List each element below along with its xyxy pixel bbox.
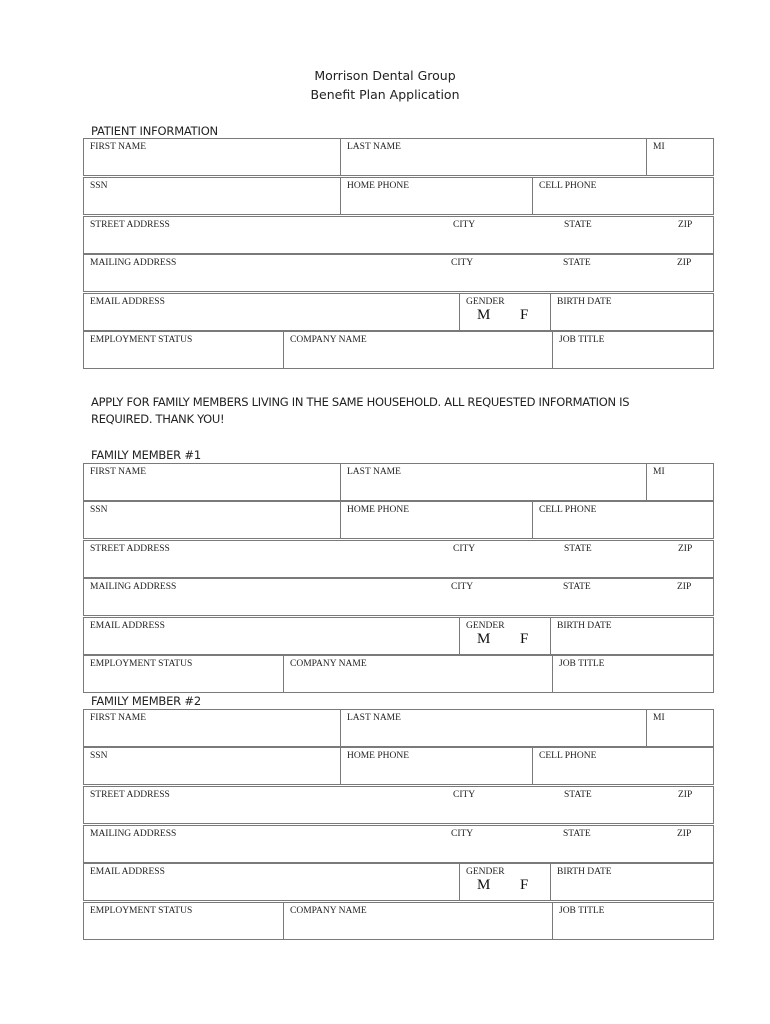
- ssn-label: SSN: [90, 181, 108, 191]
- cell-phone-field[interactable]: [532, 502, 713, 538]
- ssn-label: SSN: [90, 751, 108, 761]
- ssn-label: SSN: [90, 505, 108, 515]
- first-name-label: FIRST NAME: [90, 467, 147, 477]
- mailing-address-field[interactable]: [83, 254, 714, 292]
- company-name-label: COMPANY NAME: [290, 335, 367, 345]
- email-row: [83, 293, 714, 331]
- first-name-field[interactable]: [84, 710, 340, 746]
- last-name-field[interactable]: [340, 139, 646, 175]
- gender-field[interactable]: [459, 864, 550, 900]
- cell-phone-label: CELL PHONE: [539, 751, 597, 761]
- phone-row: [83, 501, 714, 539]
- mi-label: MI: [653, 713, 665, 723]
- last-name-field[interactable]: [340, 464, 646, 500]
- zip-label: ZIP: [678, 790, 693, 800]
- street-address-label: STREET ADDRESS: [90, 790, 170, 800]
- employment-status-field[interactable]: [84, 332, 283, 368]
- home-phone-label: HOME PHONE: [347, 751, 410, 761]
- gender-label: GENDER: [466, 867, 505, 877]
- employment-status-field[interactable]: [84, 903, 283, 939]
- home-phone-field[interactable]: [340, 178, 532, 214]
- cell-phone-field[interactable]: [532, 748, 713, 784]
- mailing-address-label: MAILING ADDRESS: [90, 258, 177, 268]
- state-label: STATE: [563, 829, 591, 839]
- company-name-field[interactable]: [283, 656, 552, 692]
- city-label: CITY: [453, 220, 476, 230]
- job-title-label: JOB TITLE: [559, 906, 605, 916]
- section-heading-patient: PATIENT INFORMATION: [91, 124, 218, 138]
- employment-row: [83, 655, 714, 693]
- email-label: EMAIL ADDRESS: [90, 621, 165, 631]
- birth-date-label: BIRTH DATE: [557, 297, 612, 307]
- employment-status-label: EMPLOYMENT STATUS: [90, 659, 193, 669]
- home-phone-field[interactable]: [340, 502, 532, 538]
- email-field[interactable]: [84, 864, 459, 900]
- birth-date-label: BIRTH DATE: [557, 867, 612, 877]
- gender-option-female[interactable]: F: [520, 307, 529, 323]
- gender-label: GENDER: [466, 297, 505, 307]
- instructions-line-1: APPLY FOR FAMILY MEMBERS LIVING IN THE SAME HOUSEHOLD. ALL REQUESTED INFORMATION IS: [91, 395, 630, 409]
- ssn-field[interactable]: [84, 502, 340, 538]
- birth-date-field[interactable]: [550, 618, 713, 654]
- city-label: CITY: [451, 258, 474, 268]
- home-phone-label: HOME PHONE: [347, 505, 410, 515]
- cell-phone-label: CELL PHONE: [539, 505, 597, 515]
- city-label: CITY: [451, 582, 474, 592]
- birth-date-field[interactable]: [550, 294, 713, 330]
- email-row: [83, 863, 714, 901]
- company-name-field[interactable]: [283, 332, 552, 368]
- gender-label: GENDER: [466, 621, 505, 631]
- cell-phone-label: CELL PHONE: [539, 181, 597, 191]
- company-name-label: COMPANY NAME: [290, 659, 367, 669]
- gender-option-male[interactable]: M: [477, 307, 491, 323]
- first-name-label: FIRST NAME: [90, 713, 147, 723]
- mi-label: MI: [653, 142, 665, 152]
- ssn-field[interactable]: [84, 748, 340, 784]
- cell-phone-field[interactable]: [532, 178, 713, 214]
- last-name-label: LAST NAME: [347, 467, 401, 477]
- last-name-label: LAST NAME: [347, 713, 401, 723]
- gender-field[interactable]: [459, 294, 550, 330]
- state-label: STATE: [564, 220, 592, 230]
- job-title-field[interactable]: [552, 332, 713, 368]
- zip-label: ZIP: [678, 544, 693, 554]
- job-title-field[interactable]: [552, 656, 713, 692]
- name-row: [83, 709, 714, 747]
- mailing-address-field[interactable]: [83, 825, 714, 863]
- email-label: EMAIL ADDRESS: [90, 297, 165, 307]
- email-row: [83, 617, 714, 655]
- instructions-line-2: REQUIRED. THANK YOU!: [91, 412, 225, 426]
- street-address-label: STREET ADDRESS: [90, 544, 170, 554]
- first-name-field[interactable]: [84, 139, 340, 175]
- home-phone-field[interactable]: [340, 748, 532, 784]
- email-label: EMAIL ADDRESS: [90, 867, 165, 877]
- email-field[interactable]: [84, 294, 459, 330]
- family-instructions: [91, 394, 691, 428]
- city-label: CITY: [451, 829, 474, 839]
- state-label: STATE: [563, 582, 591, 592]
- zip-label: ZIP: [677, 829, 692, 839]
- employment-row: [83, 902, 714, 940]
- last-name-label: LAST NAME: [347, 142, 401, 152]
- org-name: Morrison Dental Group: [314, 68, 456, 83]
- job-title-field[interactable]: [552, 903, 713, 939]
- first-name-label: FIRST NAME: [90, 142, 147, 152]
- first-name-field[interactable]: [84, 464, 340, 500]
- section-heading-family-1: FAMILY MEMBER #1: [91, 448, 201, 462]
- mailing-address-label: MAILING ADDRESS: [90, 829, 177, 839]
- mi-label: MI: [653, 467, 665, 477]
- mi-field[interactable]: [646, 139, 713, 175]
- street-address-field[interactable]: [83, 540, 714, 578]
- zip-label: ZIP: [677, 258, 692, 268]
- gender-option-female[interactable]: F: [520, 631, 529, 647]
- email-field[interactable]: [84, 618, 459, 654]
- job-title-label: JOB TITLE: [559, 335, 605, 345]
- last-name-field[interactable]: [340, 710, 646, 746]
- employment-status-label: EMPLOYMENT STATUS: [90, 906, 193, 916]
- employment-status-label: EMPLOYMENT STATUS: [90, 335, 193, 345]
- employment-row: [83, 331, 714, 369]
- name-row: [83, 138, 714, 176]
- form-title: Benefit Plan Application: [310, 87, 460, 102]
- job-title-label: JOB TITLE: [559, 659, 605, 669]
- street-address-label: STREET ADDRESS: [90, 220, 170, 230]
- street-address-field[interactable]: [83, 216, 714, 254]
- birth-date-field[interactable]: [550, 864, 713, 900]
- phone-row: [83, 747, 714, 785]
- zip-label: ZIP: [678, 220, 693, 230]
- mailing-address-field[interactable]: [83, 578, 714, 616]
- gender-option-male[interactable]: M: [477, 877, 491, 893]
- gender-option-male[interactable]: M: [477, 631, 491, 647]
- state-label: STATE: [564, 790, 592, 800]
- birth-date-label: BIRTH DATE: [557, 621, 612, 631]
- mi-field[interactable]: [646, 710, 713, 746]
- ssn-field[interactable]: [84, 178, 340, 214]
- name-row: [83, 463, 714, 501]
- gender-option-female[interactable]: F: [520, 877, 529, 893]
- phone-row: [83, 177, 714, 215]
- employment-status-field[interactable]: [84, 656, 283, 692]
- street-address-field[interactable]: [83, 786, 714, 824]
- state-label: STATE: [563, 258, 591, 268]
- company-name-field[interactable]: [283, 903, 552, 939]
- city-label: CITY: [453, 790, 476, 800]
- state-label: STATE: [564, 544, 592, 554]
- city-label: CITY: [453, 544, 476, 554]
- section-heading-family-2: FAMILY MEMBER #2: [91, 694, 201, 708]
- zip-label: ZIP: [677, 582, 692, 592]
- company-name-label: COMPANY NAME: [290, 906, 367, 916]
- mi-field[interactable]: [646, 464, 713, 500]
- home-phone-label: HOME PHONE: [347, 181, 410, 191]
- mailing-address-label: MAILING ADDRESS: [90, 582, 177, 592]
- gender-field[interactable]: [459, 618, 550, 654]
